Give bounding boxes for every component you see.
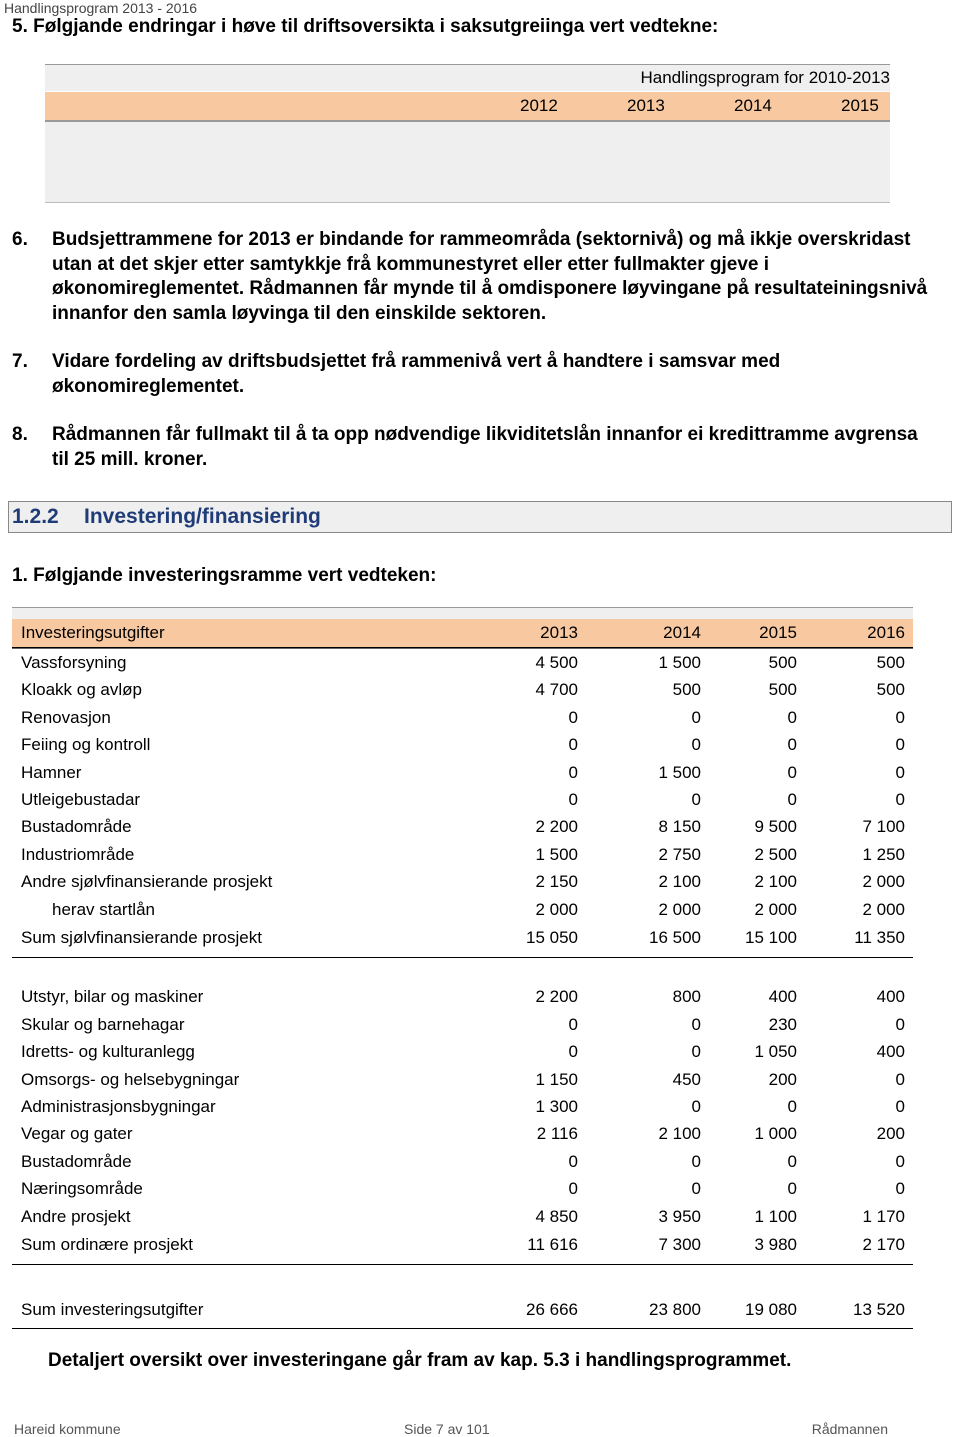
table-cell-value: 1 300 (535, 1097, 578, 1116)
table-cell-value: 23 800 (649, 1300, 701, 1319)
table-cell-value: 2 100 (658, 872, 701, 891)
table-cell-value: 0 (691, 1152, 701, 1171)
table-cell-value: 0 (691, 790, 701, 809)
table-cell-value: 0 (787, 763, 797, 782)
table-cell-value: 0 (568, 1152, 578, 1171)
table-cell-value: 4 500 (535, 653, 578, 672)
table-cell-value: 0 (895, 1015, 905, 1034)
table-cell-value: 0 (787, 708, 797, 727)
table-row-label: Sum investeringsutgifter (21, 1300, 204, 1319)
hp-year: 2013 (627, 96, 665, 115)
table-row-label: Skular og barnehagar (21, 1015, 185, 1034)
table-cell-value: 0 (895, 1097, 905, 1116)
table-cell-value: 2 000 (862, 872, 905, 891)
table-cell-value: 1 050 (754, 1042, 797, 1061)
paragraph-6 (12, 228, 932, 326)
table-cell-value: 0 (787, 1152, 797, 1171)
table-cell-value: 0 (787, 1179, 797, 1198)
table-cell-value: 2 100 (658, 1124, 701, 1143)
table-cell-value: 11 616 (527, 1235, 578, 1254)
table-cell-value: 200 (768, 1070, 797, 1089)
table-cell-value: 200 (876, 1124, 905, 1143)
table-cell-value: 0 (895, 708, 905, 727)
table-row-label: Næringsområde (21, 1179, 143, 1198)
table-cell-value: 9 500 (754, 817, 797, 836)
table-row-label: Andre sjølvfinansierande prosjekt (21, 872, 273, 891)
table-cell-value: 7 100 (862, 817, 905, 836)
table-cell-value: 400 (876, 987, 905, 1006)
table-cell-value: 11 350 (854, 928, 905, 947)
table-cell-value: 7 300 (658, 1235, 701, 1254)
table-cell-value: 0 (568, 763, 578, 782)
table-cell-value: 0 (568, 1015, 578, 1034)
table-cell-value: 1 150 (535, 1070, 578, 1089)
table-cell-value: 2 000 (862, 900, 905, 919)
paragraph-text: Rådmannen får fullmakt til å ta opp nødvendige likviditetslån innanfor ei kredittramme avgrensa til 25 mill. kroner. (52, 424, 918, 470)
table-cell-value: 0 (895, 1152, 905, 1171)
table-header-year: 2013 (540, 623, 578, 642)
table-row-label: herav startlån (52, 900, 155, 919)
table-cell-value: 0 (691, 1042, 701, 1061)
table-row-label: Renovasjon (21, 708, 111, 727)
paragraph-7 (12, 350, 932, 399)
table-row-label: Sum sjølvfinansierande prosjekt (21, 928, 262, 947)
table-header-year: 2014 (663, 623, 701, 642)
table-cell-value: 8 150 (658, 817, 701, 836)
table-cell-value: 2 200 (535, 817, 578, 836)
table-cell-value: 0 (895, 735, 905, 754)
table-cell-value: 4 700 (535, 680, 578, 699)
table-row-label: Industriområde (21, 845, 135, 864)
footer-center: Side 7 av 101 (404, 1421, 490, 1437)
table-cell-value: 2 100 (754, 872, 797, 891)
table-row-label: Administrasjonsbygningar (21, 1097, 216, 1116)
table-row-label: Feiing og kontroll (21, 735, 151, 754)
table-cell-value: 400 (876, 1042, 905, 1061)
table-cell-value: 1 100 (754, 1207, 797, 1226)
table-cell-value: 1 500 (535, 845, 578, 864)
table-cell-value: 1 170 (862, 1207, 905, 1226)
table-cell-value: 0 (895, 790, 905, 809)
table-cell-value: 0 (568, 708, 578, 727)
table-cell-value: 1 500 (658, 763, 701, 782)
table-cell-value: 0 (895, 1179, 905, 1198)
hp-empty-row (45, 122, 890, 203)
hp-year: 2014 (734, 96, 772, 115)
table-header-year: 2015 (759, 623, 797, 642)
table-cell-value: 0 (691, 735, 701, 754)
table-cell-value: 0 (691, 1179, 701, 1198)
table-cell-value: 2 500 (754, 845, 797, 864)
table-cell-value: 3 980 (754, 1235, 797, 1254)
table-row-label: Utstyr, bilar og maskiner (21, 987, 204, 1006)
hp-year: 2015 (841, 96, 879, 115)
table-cell-value: 0 (787, 790, 797, 809)
table-cell-value: 1 500 (658, 653, 701, 672)
table-cell-value: 16 500 (649, 928, 701, 947)
table-cell-value: 0 (691, 1097, 701, 1116)
table-cell-value: 3 950 (658, 1207, 701, 1226)
table-cell-value: 19 080 (745, 1300, 797, 1319)
table-row-label: Kloakk og avløp (21, 680, 142, 699)
section-number: 1.2.2 (12, 505, 59, 528)
paragraph-text: Vidare fordeling av driftsbudsjettet frå rammenivå vert å handtere i samsvar med økonomireglementet. (52, 351, 781, 397)
table-cell-value: 800 (672, 987, 701, 1006)
table-cell-value: 500 (672, 680, 701, 699)
table-cell-value: 0 (895, 763, 905, 782)
table-cell-value: 2 000 (754, 900, 797, 919)
table-row-label: Sum ordinære prosjekt (21, 1235, 193, 1254)
table-header-label: Investeringsutgifter (21, 623, 165, 642)
closing-note: Detaljert oversikt over investeringane går fram av kap. 5.3 i handlingsprogrammet. (48, 1350, 792, 1371)
paragraph-8 (12, 423, 932, 472)
subtotal-rule (12, 1264, 913, 1265)
section-title: Investering/finansiering (84, 505, 321, 528)
table-row-label: Vegar og gater (21, 1124, 133, 1143)
table-cell-value: 1 000 (754, 1124, 797, 1143)
table-row-label: Bustadområde (21, 817, 132, 836)
paragraph-text: Budsjettrammene for 2013 er bindande for rammeområda (sektornivå) og må ikkje overskridast utan at det skjer etter samtykkje frå kommunestyret eller etter fullmakter gjeve i økonomireglementet. Rådmannen får mynde til å omdisponere løyvingane på resultateiningsnivå innanfor den samla løyvinga til den einskilde sektoren. (52, 229, 928, 324)
table-cell-value: 0 (568, 1042, 578, 1061)
table-row-label: Andre prosjekt (21, 1207, 131, 1226)
header-rule (12, 647, 913, 648)
table-row-label: Vassforsyning (21, 653, 127, 672)
table-cell-value: 0 (568, 735, 578, 754)
item-5-heading: 5. Følgjande endringar i høve til driftsoversikta i saksutgreiinga vert vedtekne: (12, 16, 719, 37)
table-cell-value: 0 (895, 1070, 905, 1089)
table-row-label: Utleigebustadar (21, 790, 141, 809)
table-cell-value: 2 750 (658, 845, 701, 864)
paragraph-number: 8. (12, 424, 28, 445)
hp-title: Handlingsprogram for 2010-2013 (640, 68, 890, 87)
table-cell-value: 13 520 (853, 1300, 905, 1319)
page-header: Handlingsprogram 2013 - 2016 (4, 0, 198, 16)
table-row-label: Omsorgs- og helsebygningar (21, 1070, 240, 1089)
table-cell-value: 2 150 (535, 872, 578, 891)
paragraph-number: 6. (12, 229, 28, 250)
table-cell-value: 400 (768, 987, 797, 1006)
table-cell-value: 500 (876, 653, 905, 672)
table-cell-value: 500 (768, 680, 797, 699)
table-cell-value: 26 666 (526, 1300, 578, 1319)
table-cell-value: 0 (568, 790, 578, 809)
table-cell-value: 0 (691, 708, 701, 727)
table-cell-value: 2 170 (862, 1235, 905, 1254)
investment-intro: 1. Følgjande investeringsramme vert vedteken: (12, 565, 437, 586)
table-cell-value: 2 000 (535, 900, 578, 919)
table-cell-value: 15 100 (745, 928, 797, 947)
table-row-label: Hamner (21, 763, 82, 782)
footer-right: Rådmannen (811, 1421, 888, 1437)
table-cell-value: 230 (768, 1015, 797, 1034)
table-cell-value: 500 (768, 653, 797, 672)
table-cell-value: 2 200 (535, 987, 578, 1006)
footer-left: Hareid kommune (14, 1421, 121, 1437)
hp-year: 2012 (520, 96, 558, 115)
table-cell-value: 4 850 (535, 1207, 578, 1226)
table-header-year: 2016 (867, 623, 905, 642)
table-row-label: Bustadområde (21, 1152, 132, 1171)
table-cell-value: 0 (691, 1015, 701, 1034)
table-cell-value: 15 050 (526, 928, 578, 947)
subtotal-rule (12, 1328, 913, 1329)
table-cell-value: 500 (876, 680, 905, 699)
table-cell-value: 2 116 (536, 1124, 578, 1143)
table-cell-value: 1 250 (862, 845, 905, 864)
paragraph-number: 7. (12, 351, 28, 372)
table-cell-value: 0 (787, 1097, 797, 1116)
table-cell-value: 0 (568, 1179, 578, 1198)
table-row-label: Idretts- og kulturanlegg (21, 1042, 195, 1061)
subtotal-rule (12, 957, 913, 958)
table-cell-value: 450 (672, 1070, 701, 1089)
table-cell-value: 0 (787, 735, 797, 754)
table-cell-value: 2 000 (658, 900, 701, 919)
